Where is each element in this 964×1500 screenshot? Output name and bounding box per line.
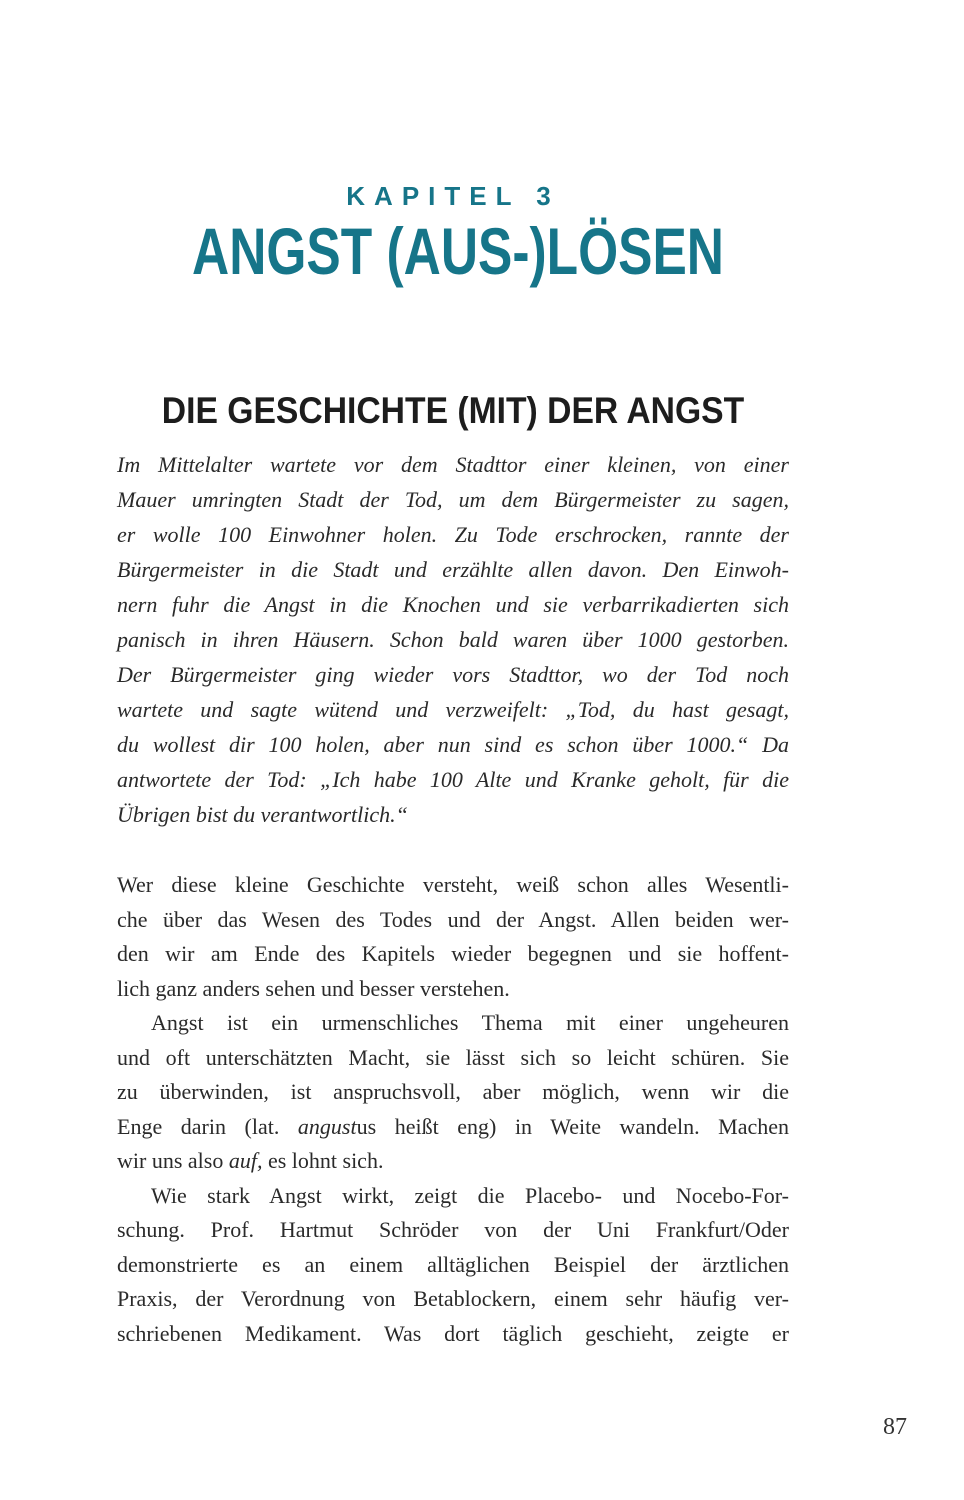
page-number: 87 [883, 1414, 907, 1440]
text-line: Der Bürgermeister ging wieder vors Stadttor, wo der Tod noch [117, 662, 789, 687]
text-line: du wollest dir 100 holen, aber nun sind es schon über 1000.“ Da [117, 732, 789, 757]
text-line: den wir am Ende des Kapitels wieder begegnen und sie hoffent- [117, 941, 789, 966]
text-line: wartete und sagte wütend und verzweifelt: „Tod, du hast gesagt, [117, 697, 789, 722]
text-line: Mauer umringten Stadt der Tod, um dem Bürgermeister zu sagen, [117, 487, 789, 512]
section-heading-wrap [117, 391, 789, 431]
text-line: zu überwinden, ist anspruchsvoll, aber möglich, wenn wir die [117, 1079, 789, 1104]
text-line: er wolle 100 Einwohner holen. Zu Tode erschrocken, rannte der [117, 522, 789, 547]
text-line: che über das Wesen des Todes und der Angst. Allen beiden wer- [117, 906, 789, 932]
section-heading: DIE GESCHICHTE (MIT) DER ANGST [161, 390, 745, 431]
text-line: Praxis, der Verordnung von Betablockern, einem sehr häufig ver- [117, 1286, 789, 1311]
chapter-title-wrap [117, 214, 789, 288]
chapter-kicker: KAPITEL 3 [346, 181, 560, 211]
body-paragraph [117, 1179, 789, 1352]
text-line: Übrigen bist du verantwortlich.“ [117, 802, 408, 827]
text-line: Wer diese kleine Geschichte versteht, weiß schon alles Wesentli- [117, 872, 789, 897]
text-line: Wie stark Angst wirkt, zeigt die Placebo- und Nocebo-For- [151, 1182, 789, 1208]
text-line: panisch in ihren Häusern. Schon bald waren über 1000 gestorben. [117, 627, 789, 652]
text-line: nern fuhr die Angst in die Knochen und sie verbarrikadierten sich [117, 592, 789, 617]
text-line: Angst ist ein urmenschliches Thema mit einer ungeheuren [151, 1010, 789, 1035]
text-line: Enge darin (lat. angustus heißt eng) in Weite wandeln. Machen [117, 1113, 789, 1139]
text-line: Im Mittelalter wartete vor dem Stadttor einer kleinen, von einer [117, 452, 789, 477]
text-line: antwortete der Tod: „Ich habe 100 Alte und Kranke geholt, für die [117, 767, 789, 792]
chapter-title: ANGST (AUS-)LÖSEN [192, 214, 724, 288]
text-line: und oft unterschätzten Macht, sie lässt sich so leicht schüren. Sie [117, 1044, 789, 1070]
body-paragraph [117, 868, 789, 1006]
text-line: wir uns also auf, es lohnt sich. [117, 1148, 384, 1173]
text-line: demonstrierte es an einem alltäglichen Beispiel der ärztlichen [117, 1251, 789, 1277]
body-text [117, 868, 789, 1351]
text-line: Bürgermeister in die Stadt und erzählte allen davon. Den Einwoh- [117, 557, 789, 582]
story-paragraph [117, 447, 789, 832]
text-line: schung. Prof. Hartmut Schröder von der Uni Frankfurt/Oder [117, 1217, 789, 1242]
text-line: schriebenen Medikament. Was dort täglich geschieht, zeigte er [117, 1320, 789, 1346]
body-paragraph [117, 1006, 789, 1179]
text-line: lich ganz anders sehen und besser verstehen. [117, 975, 510, 1001]
